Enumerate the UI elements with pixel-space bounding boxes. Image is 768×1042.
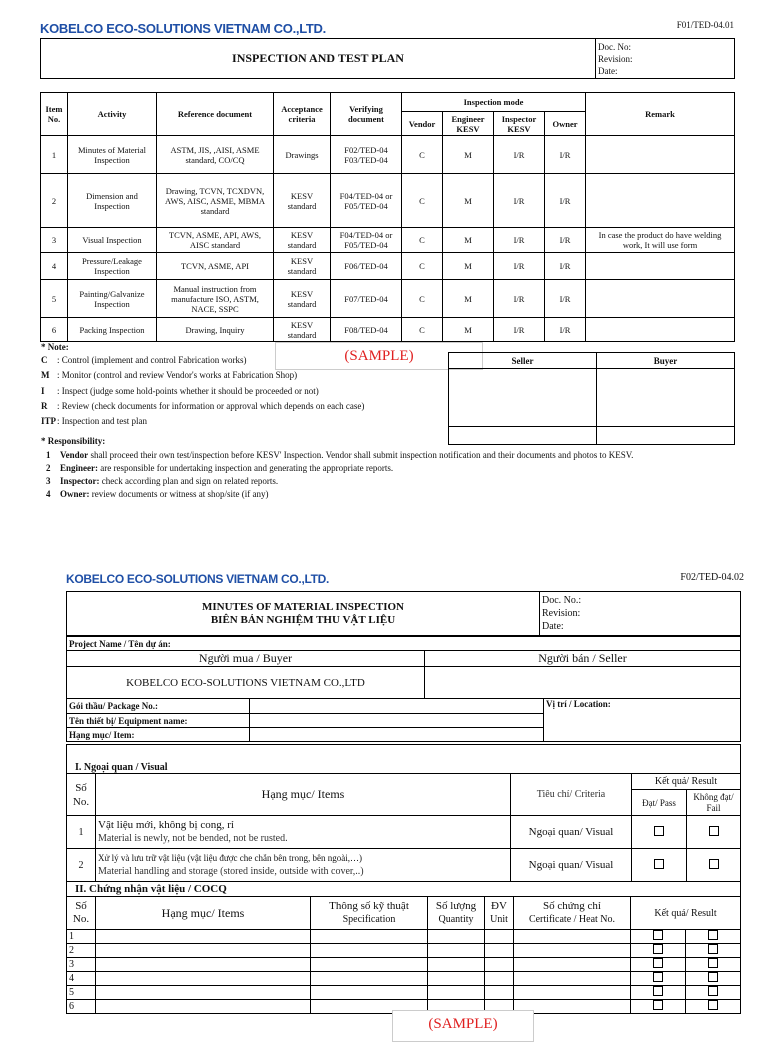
visual-section — [66, 744, 741, 882]
company-logo-text: KOBELCO ECO-SOLUTIONS VIETNAM CO.,LTD. — [40, 21, 326, 36]
seller-label: Seller — [449, 353, 597, 369]
responsibility-item: 1 Vendor shall proceed their own test/inspection before KESV' Inspection. Vendor shall submit inspection notification and their documents and photos to KESV. — [46, 450, 634, 460]
itp-table — [40, 92, 735, 342]
buyer-signature — [597, 369, 735, 427]
fail-checkbox[interactable] — [709, 859, 719, 869]
fail-header: Không đạt/ Fail — [687, 790, 741, 816]
spec-header-vn: Thông số kỹ thuật — [329, 900, 409, 912]
criteria-header: Tiêu chí/ Criteria — [511, 774, 632, 816]
responsibility-item: 4 Owner: review documents or witness at shop/site (if any) — [46, 489, 269, 499]
items-header: Hạng mục/ Items — [96, 774, 511, 816]
seller-company — [425, 667, 741, 699]
revision-label-2: Revision: — [542, 608, 581, 619]
revision-label: Revision: — [598, 53, 633, 64]
sample-stamp: (SAMPLE) — [275, 342, 483, 370]
header-engineer: Engineer KESV — [443, 112, 494, 136]
header-item-no: Item No. — [41, 93, 68, 136]
no-label: No. — [72, 795, 90, 808]
header-vendor: Vendor — [402, 112, 443, 136]
date-label-2: Date: — [542, 621, 564, 632]
pass-checkbox[interactable] — [653, 958, 663, 968]
location-label: Vị trí / Location: — [544, 699, 741, 742]
header-owner: Owner — [545, 112, 586, 136]
certificate-section: II. Chứng nhận vật liệu / COCQ Số No. Hạng mục/ Items Thông số kỹ thuật Specification Số lượng Quantity ĐV Unit Số chứng chỉ Certificate / Heat No. Kết quả/ Result 1 2 3 4 5 6 — [66, 881, 741, 1014]
note-item: C : Control (implement and control Fabrication works) — [41, 355, 247, 365]
package-value — [250, 699, 544, 714]
pass-checkbox[interactable] — [653, 986, 663, 996]
package-table — [66, 698, 741, 742]
note-item: ITP: Inspection and test plan — [41, 416, 147, 426]
unit-header-en: Unit — [490, 914, 508, 925]
table-row: 1 Vật liệu mới, không bị cong, rỉ Material is newly, not be bended, not be rusted. Ngoại quan/ Visual — [67, 816, 741, 849]
fail-checkbox[interactable] — [708, 1000, 718, 1010]
fail-checkbox[interactable] — [708, 944, 718, 954]
note-item: M : Monitor (control and review Vendor's works at Fabrication Shop) — [41, 370, 298, 380]
qty-header-en: Quantity — [438, 914, 474, 925]
fail-checkbox[interactable] — [709, 826, 719, 836]
unit-header-vn: ĐV — [491, 900, 507, 912]
party-table — [66, 636, 741, 699]
pass-checkbox[interactable] — [654, 826, 664, 836]
header-acceptance: Acceptance criteria — [274, 93, 331, 136]
header-activity: Activity — [68, 93, 157, 136]
minutes-title-vn: BIÊN BẢN NGHIỆM THU VẬT LIỆU — [210, 613, 396, 626]
item-value — [250, 728, 544, 742]
fail-checkbox[interactable] — [708, 972, 718, 982]
table-row: 2 Dimension and Inspection Drawing, TCVN, TCXDVN, AWS, AISC, ASME, MBMA standard KESV standard F04/TED-04 or F05/TED-04 C M I/R I/R — [41, 174, 735, 228]
signature-table — [448, 352, 735, 445]
buyer-company: KOBELCO ECO-SOLUTIONS VIETNAM CO.,LTD — [67, 667, 425, 699]
table-row: 4 Pressure/Leakage Inspection TCVN, ASME, API KESV standard F06/TED-04 C M I/R I/R — [41, 253, 735, 280]
qty-header-vn: Số lượng — [435, 900, 477, 912]
form-code: F01/TED-04.01 — [676, 20, 734, 30]
cert-items-header: Hạng mục/ Items — [96, 897, 311, 930]
table-row: 5 — [67, 986, 741, 1000]
table-row: 1 Minutes of Material Inspection ASTM, JIS, ,AISI, ASME standard, CO/CQ Drawings F02/TED-04 F03/TED-04 C M I/R I/R — [41, 136, 735, 174]
header-verifying: Verifying document — [331, 93, 402, 136]
table-row: 5 Painting/Galvanize Inspection Manual instruction from manufacture ISO, ASTM, NACE, SSPC KESV standard F07/TED-04 C M I/R I/R — [41, 280, 735, 318]
table-row: 4 — [67, 972, 741, 986]
result2-header: Kết quả/ Result — [631, 897, 741, 930]
seller-signature — [449, 369, 597, 427]
form-code-2: F02/TED-04.02 — [680, 572, 744, 583]
fail-checkbox[interactable] — [708, 986, 718, 996]
responsibility-item: 2 Engineer: are responsible for undertaking inspection and generating the appropriate reports. — [46, 463, 394, 473]
doc-no-label: Doc. No: — [598, 41, 631, 52]
sample-stamp-2: (SAMPLE) — [392, 1010, 534, 1042]
header-inspector: Inspector KESV — [494, 112, 545, 136]
company-logo-text-2: KOBELCO ECO-SOLUTIONS VIETNAM CO.,LTD. — [66, 572, 330, 586]
header-reference: Reference document — [157, 93, 274, 136]
fail-checkbox[interactable] — [708, 958, 718, 968]
page-title: INSPECTION AND TEST PLAN — [41, 39, 596, 79]
note-item: I : Inspect (judge some hold-points whether it should be proceeded or not) — [41, 386, 319, 396]
pass-checkbox[interactable] — [653, 944, 663, 954]
fail-checkbox[interactable] — [708, 930, 718, 940]
minutes-title-block — [66, 591, 741, 636]
section-visual-title: I. Ngoại quan / Visual — [67, 745, 741, 774]
note-title: * Note: — [41, 342, 69, 352]
header-inspection-mode: Inspection mode — [402, 93, 586, 112]
seller-header: Người bán / Seller — [425, 651, 741, 667]
equipment-label: Tên thiết bị/ Equipment name: — [67, 714, 250, 728]
seller-name — [449, 427, 597, 445]
minutes-title-en: MINUTES OF MATERIAL INSPECTION — [201, 600, 404, 613]
project-name-label: Project Name / Tên dự án: — [67, 637, 741, 651]
buyer-header: Người mua / Buyer — [67, 651, 425, 667]
equipment-value — [250, 714, 544, 728]
table-row: 3 — [67, 958, 741, 972]
pass-header: Đạt/ Pass — [632, 790, 687, 816]
date-label: Date: — [598, 65, 618, 76]
buyer-name — [597, 427, 735, 445]
table-row: 2 Xử lý và lưu trữ vật liệu (vật liệu được che chắn bên trong, bên ngoài,…) Material handling and storage (stored inside, outside with cover,..) Ngoại quan/ Visual — [67, 849, 741, 882]
pass-checkbox[interactable] — [653, 1000, 663, 1010]
responsibility-title: * Responsibility: — [41, 436, 106, 446]
table-row: 6 — [67, 1000, 741, 1014]
table-row: 1 — [67, 930, 741, 944]
table-row: 6 Packing Inspection Drawing, Inquiry KESV standard F08/TED-04 C M I/R I/R — [41, 318, 735, 342]
so-label: Số — [75, 781, 87, 794]
cert-header-vn: Số chứng chỉ — [543, 900, 601, 912]
package-label: Gói thầu/ Package No.: — [67, 699, 250, 714]
section-cert-title: II. Chứng nhận vật liệu / COCQ — [67, 882, 741, 897]
doc-no-label-2: Doc. No.: — [542, 595, 582, 606]
pass-checkbox[interactable] — [653, 972, 663, 982]
pass-checkbox[interactable] — [654, 859, 664, 869]
note-item: R : Review (check documents for information or approval which depends on each case) — [41, 401, 365, 411]
responsibility-item: 3 Inspector: check according plan and sign on related reports. — [46, 476, 279, 486]
spec-header-en: Specification — [342, 914, 396, 925]
cert-header-en: Certificate / Heat No. — [528, 914, 616, 925]
result-header: Kết quả/ Result — [632, 774, 741, 790]
table-row: 3 Visual Inspection TCVN, ASME, API, AWS, AISC standard KESV standard F04/TED-04 or F05/TED-04 C M I/R I/R In case the product do have welding work, It will use form — [41, 228, 735, 253]
itp-title-block — [40, 38, 735, 79]
buyer-label: Buyer — [597, 353, 735, 369]
item-label: Hạng mục/ Item: — [67, 728, 250, 742]
header-remark: Remark — [586, 93, 735, 136]
pass-checkbox[interactable] — [653, 930, 663, 940]
table-row: 2 — [67, 944, 741, 958]
